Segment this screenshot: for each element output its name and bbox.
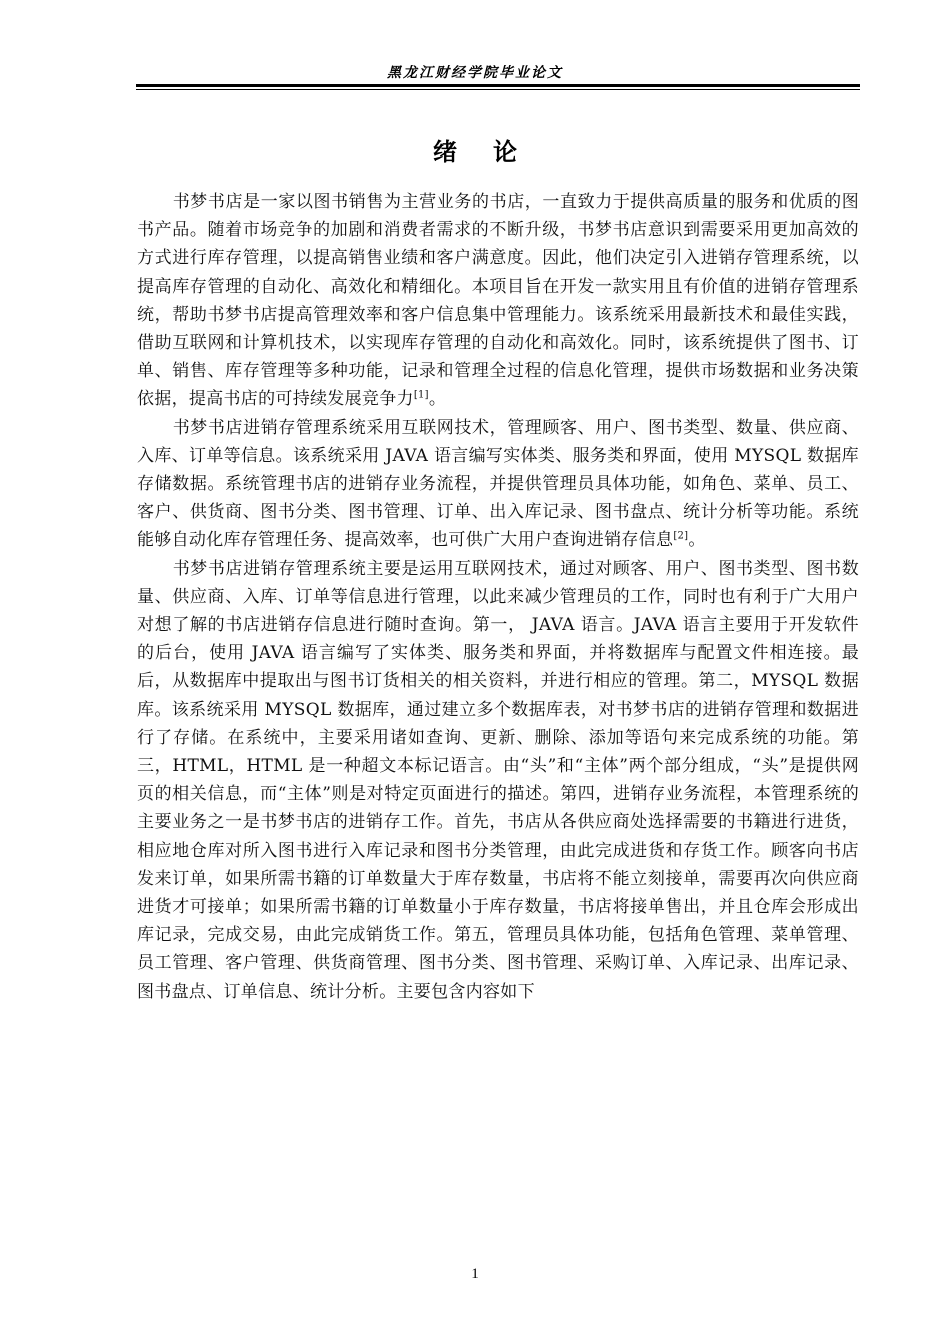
body-text (137, 188, 859, 1006)
page-number: 1 (471, 1266, 479, 1282)
paragraph-3-text: 书梦书店进销存管理系统主要是运用互联网技术，通过对顾客、用户、图书类型、图书数量、供应商、入库、订单等信息进行管理，以此来减少管理员的工作，同时也有利于广大用户对想了解的书店进销存信息进行随时查询。第一， JAVA 语言。JAVA 语言主要用于开发软件的后台，使用 JAVA 语言编写了实体类、服务类和界面，并将数据库与配置文件相连接。最后，从数据库中提取出与图书订货相关的相关资料，并进行相应的管理。第二，MYSQL 数据库。该系统采用 MYSQL 数据库，通过建立多个数据库表，对书梦书店的进销存管理和数据进行了存储。在系统中，主要采用诸如查询、更新、删除、添加等语句来完成系统的功能。第三，HTML，HTML 是一种超文本标记语言。由“头”和“主体”两个部分组成，“头”是提供网页的相关信息，而“主体”则是对特定页面进行的描述。第四，进销存业务流程，本管理系统的主要业务之一是书梦书店的进销存工作。首先，书店从各供应商处选择需要的书籍进行进货，相应地仓库对所入图书进行入库记录和图书分类管理，由此完成进货和存货工作。顾客向书店发来订单，如果所需书籍的订单数量大于库存数量，书店将不能立刻接单，需要再次向供应商进货才可接单；如果所需书籍的订单数量小于库存数量，书店将接单售出，并且仓库会形成出库记录，完成交易，由此完成销货工作。第五，管理员具体功能，包括角色管理、菜单管理、员工管理、客户管理、供货商管理、图书分类、图书管理、采购订单、入库记录、出库记录、图书盘点、订单信息、统计分析。主要包含内容如下 (137, 558, 859, 1002)
paragraph-2 (137, 414, 859, 555)
header-rule-thin (136, 89, 860, 90)
citation-2: [2] (673, 530, 689, 542)
paragraph-1 (137, 188, 859, 414)
citation-1: [1] (413, 389, 429, 401)
paragraph-2-text: 书梦书店进销存管理系统采用互联网技术，管理顾客、用户、图书类型、数量、供应商、入库、订单等信息。该系统采用 JAVA 语言编写实体类、服务类和界面，使用 MYSQL 数据库存储数据。系统管理书店的进销存业务流程，并提供管理员具体功能，如角色、菜单、员工、客户、供货商、图书分类、图书管理、订单、出入库记录、图书盘点、统计分析等功能。系统能够自动化库存管理任务、提高效率，也可供广大用户查询进销存信息 (137, 417, 859, 551)
paragraph-1-text: 书梦书店是一家以图书销售为主营业务的书店，一直致力于提供高质量的服务和优质的图书产品。随着市场竞争的加剧和消费者需求的不断升级，书梦书店意识到需要采用更加高效的方式进行库存管理，以提高销售业绩和客户满意度。因此，他们决定引入进销存管理系统，以提高库存管理的自动化、高效化和精细化。本项目旨在开发一款实用且有价值的进销存管理系统，帮助书梦书店提高管理效率和客户信息集中管理能力。该系统采用最新技术和最佳实践，借助互联网和计算机技术，以实现库存管理的自动化和高效化。同时，该系统提供了图书、订单、销售、库存管理等多种功能，记录和管理全过程的信息化管理，提供市场数据和业务决策依据，提高书店的可持续发展竞争力 (137, 192, 859, 410)
header-rule-thick (136, 84, 860, 87)
paragraph-1-end: 。 (428, 389, 447, 410)
chapter-title: 绪论 (433, 138, 553, 166)
paragraph-3 (137, 555, 859, 1006)
running-header: 黑龙江财经学院毕业论文 (387, 65, 563, 81)
paragraph-2-end: 。 (688, 530, 706, 551)
